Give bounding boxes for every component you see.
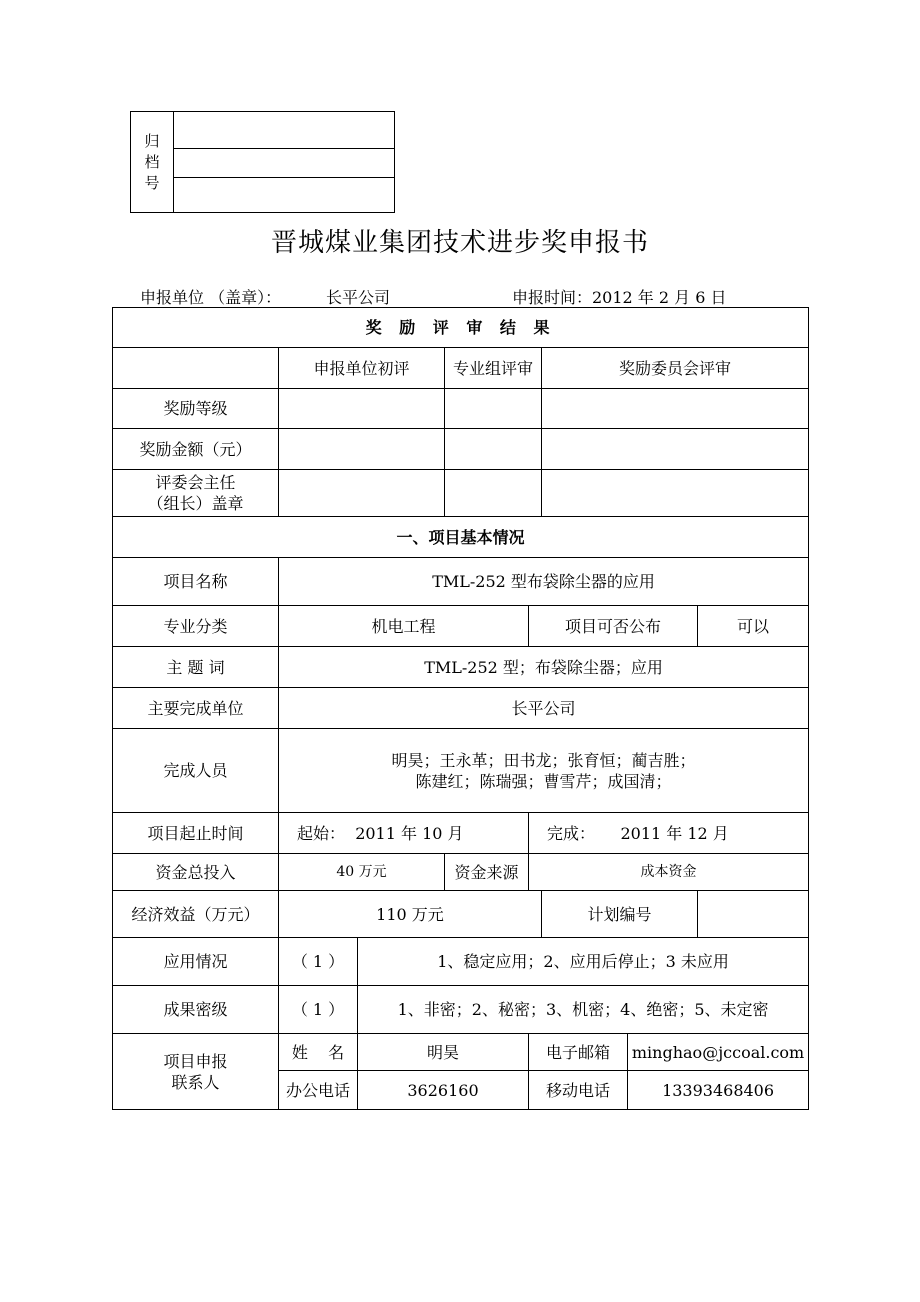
fund-source-value[interactable]: 成本资金: [529, 854, 809, 891]
category-label: 专业分类: [113, 606, 279, 647]
secrecy-label: 成果密级: [113, 986, 279, 1034]
start-cell[interactable]: [279, 813, 529, 854]
review-column-header: 奖励委员会评审: [542, 348, 809, 389]
office-phone-label: 办公电话: [279, 1071, 358, 1110]
archive-divider: [173, 177, 394, 178]
plan-number-label: 计划编号: [542, 891, 698, 938]
review-corner-cell: [113, 348, 279, 389]
main-unit-label: 主要完成单位: [113, 688, 279, 729]
review-row-label: 奖励等级: [113, 389, 279, 429]
end-value: 2011 年 12 月: [620, 823, 729, 843]
email-label: 电子邮箱: [529, 1034, 628, 1071]
mobile-phone-value[interactable]: 13393468406: [628, 1071, 809, 1110]
mobile-phone-label: 移动电话: [529, 1071, 628, 1110]
application-form-table: [112, 307, 809, 1110]
investment-label: 资金总投入: [113, 854, 279, 891]
contact-name-value[interactable]: 明昊: [358, 1034, 529, 1071]
project-name-label: 项目名称: [113, 558, 279, 606]
public-value[interactable]: 可以: [698, 606, 809, 647]
people-line: 明昊；王永革；田书龙；张育恒；蔺吉胜；: [391, 750, 696, 770]
archive-label-char: 归: [144, 131, 160, 150]
review-input-cell[interactable]: [542, 470, 809, 517]
office-phone-value[interactable]: 3626160: [358, 1071, 529, 1110]
review-section-header: 奖 励 评 审 结 果: [113, 308, 809, 348]
review-input-cell[interactable]: [542, 389, 809, 429]
plan-number-value[interactable]: [698, 891, 809, 938]
contact-name-label: 姓 名: [279, 1034, 358, 1071]
review-row-label-line: 评委会主任: [155, 473, 236, 492]
start-label: 起始：: [297, 823, 346, 843]
keywords-value[interactable]: TML-252 型；布袋除尘器；应用: [279, 647, 809, 688]
application-label: 应用情况: [113, 938, 279, 986]
review-input-cell[interactable]: [279, 470, 445, 517]
review-input-cell[interactable]: [445, 389, 542, 429]
investment-value[interactable]: 40 万元: [279, 854, 445, 891]
category-value[interactable]: 机电工程: [279, 606, 529, 647]
application-options: 1、稳定应用；2、应用后停止；3 未应用: [358, 938, 809, 986]
public-label: 项目可否公布: [529, 606, 698, 647]
end-cell[interactable]: [529, 813, 809, 854]
review-input-cell[interactable]: [279, 389, 445, 429]
project-name-value[interactable]: TML-252 型布袋除尘器的应用: [279, 558, 809, 606]
apply-time-label: 申报时间：: [512, 288, 593, 307]
keywords-label: 主 题 词: [113, 647, 279, 688]
email-value[interactable]: minghao@jccoal.com: [628, 1034, 809, 1071]
people-line: 陈建红；陈瑞强；曹雪芹；成国清；: [415, 771, 672, 791]
review-input-cell[interactable]: [445, 429, 542, 470]
period-label: 项目起止时间: [113, 813, 279, 854]
secrecy-value[interactable]: （ 1 ）: [279, 986, 358, 1034]
section-title: 一、项目基本情况: [113, 517, 809, 558]
benefit-label: 经济效益（万元）: [113, 891, 279, 938]
people-value[interactable]: [279, 729, 809, 813]
applicant-unit-value: 长平公司: [326, 288, 391, 307]
end-label: 完成：: [547, 823, 596, 843]
contact-label: [113, 1034, 279, 1110]
archive-label-char: 号: [144, 173, 160, 192]
applicant-unit-label: 申报单位 （盖章）：: [140, 288, 282, 307]
main-unit-value[interactable]: 长平公司: [279, 688, 809, 729]
review-row-label-line: （组长）盖章: [147, 494, 244, 513]
apply-time-value: 2012 年 2 月 6 日: [592, 288, 727, 307]
archive-number-box: [130, 111, 395, 213]
start-value: 2011 年 10 月: [355, 823, 464, 843]
people-label: 完成人员: [113, 729, 279, 813]
contact-label-line: 项目申报: [163, 1051, 228, 1071]
review-input-cell[interactable]: [542, 429, 809, 470]
application-value[interactable]: （ 1 ）: [279, 938, 358, 986]
archive-label: [131, 112, 174, 212]
document-title: 晋城煤业集团技术进步奖申报书: [270, 228, 649, 258]
review-input-cell[interactable]: [445, 470, 542, 517]
review-column-header: 申报单位初评: [279, 348, 445, 389]
review-row-label: 奖励金额（元）: [113, 429, 279, 470]
archive-label-char: 档: [144, 152, 160, 171]
fund-source-label: 资金来源: [445, 854, 529, 891]
benefit-value[interactable]: 110 万元: [279, 891, 542, 938]
review-column-header: 专业组评审: [445, 348, 542, 389]
review-row-label: [113, 470, 279, 517]
archive-divider: [173, 148, 394, 149]
secrecy-options: 1、非密；2、秘密；3、机密；4、绝密；5、未定密: [358, 986, 809, 1034]
review-input-cell[interactable]: [279, 429, 445, 470]
contact-label-line: 联系人: [171, 1072, 220, 1092]
